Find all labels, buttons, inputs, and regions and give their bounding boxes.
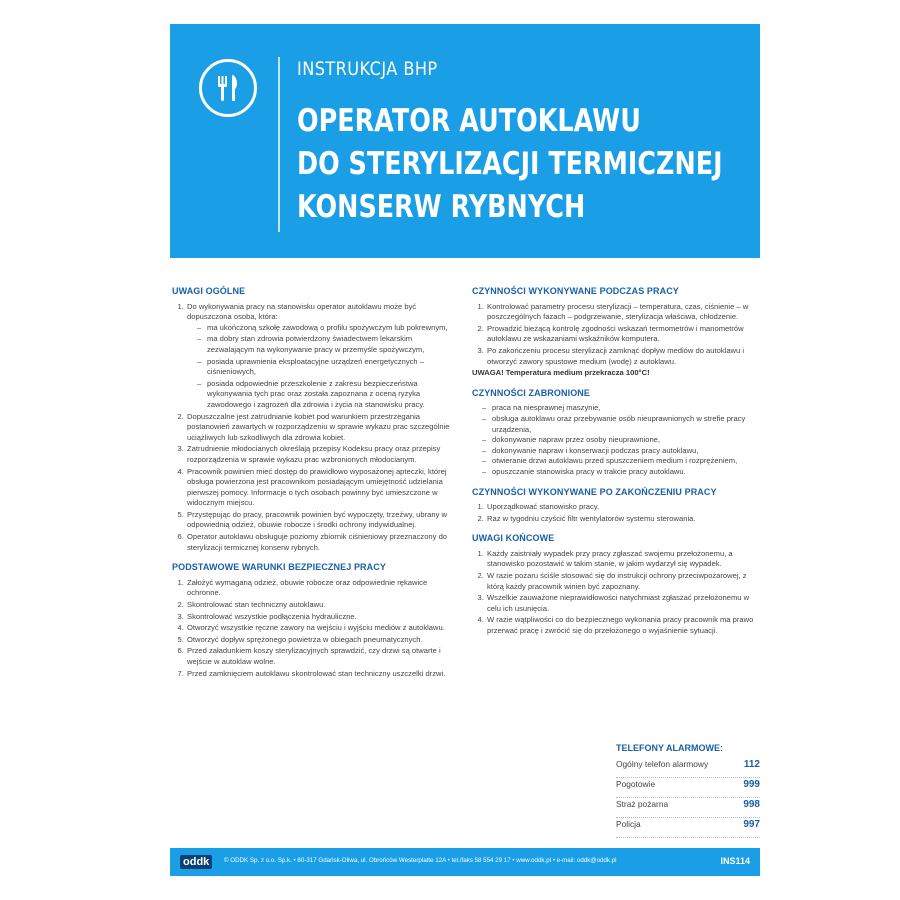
list-item-text: Pracownik powinien mieć dostęp do prawidłowo wyposażonej apteczki, której obsługa powierzona jest pracownikom posiadającym umiejętność udzielania pierwszej pomocy. Informacje o tych osobach powinny być umieszczone w widocznym miejscu. (187, 466, 447, 508)
header-subtitle: INSTRUKCJA BHP (297, 58, 438, 80)
list-item-text: Przystępując do pracy, pracownik powinien być wypoczęty, trzeźwy, ubrany w odpowiednią odzież, obuwie robocze i środki ochrony indywidualnej. (187, 509, 447, 530)
sub-item: – ma ukończoną szkołę zawodową o profilu spożywczym lub pokrewnym, (197, 323, 460, 334)
phone-row (616, 759, 760, 778)
document-code: INS114 (720, 856, 750, 866)
list-item: 2. Raz w tygodniu czyścić filtr wentylatorów systemu sterowania. (486, 514, 762, 525)
list-item (186, 612, 460, 623)
section (472, 533, 762, 636)
numbered-list (472, 502, 762, 524)
phone-row (616, 819, 760, 838)
section (472, 487, 762, 525)
phone-number: 997 (743, 819, 760, 830)
section (472, 286, 762, 379)
section-heading: CZYNNOŚCI WYKONYWANE PO ZAKOŃCZENIU PRACY (472, 486, 717, 497)
list-item (186, 600, 460, 611)
list-item-text: Otworzyć dopływ sprężonego powietrza w obiegach pneumatycznych. (187, 634, 423, 644)
poster (170, 24, 760, 876)
list-item (186, 302, 460, 411)
phones-heading: TELEFONY ALARMOWE: (616, 743, 723, 753)
list-item (186, 412, 460, 444)
list-item-text: Przed zamknięciem autoklawu skontrolować stan techniczny uszczelki drzwi. (187, 668, 446, 678)
list-item: 3. Po zakończeniu procesu sterylizacji zamknąć dopływ mediów do autoklawu i otworzyć zawory spustowe medium (wodę) z autoklawu. (486, 346, 762, 367)
numbered-list (472, 302, 762, 368)
title-line: KONSERW RYBNYCH (297, 189, 586, 225)
numbered-list (172, 578, 460, 679)
fork-knife-icon (199, 59, 257, 117)
footer-bar (170, 848, 760, 876)
phone-number: 998 (743, 799, 760, 810)
section-heading: UWAGI OGÓLNE (172, 286, 246, 296)
list-item (186, 532, 460, 553)
right-column (472, 286, 762, 646)
phone-label: Policja (616, 819, 641, 829)
list-item-text: Skontrolować stan techniczny autoklawu. (187, 600, 326, 610)
list-item (186, 578, 460, 599)
list-item: – opuszczanie stanowiska pracy w trakcie pracy autoklawu. (482, 467, 762, 478)
phone-label: Pogotowie (616, 779, 656, 789)
list-item: – dokonywanie napraw przez osoby nieuprawnione, (482, 435, 762, 446)
section (172, 286, 460, 553)
list-item-text: Do wykonywania pracy na stanowisku operator autoklawu może być dopuszczona osoba, która: (187, 301, 417, 322)
list-item: – praca na niesprawnej maszynie, (482, 403, 762, 414)
left-column (172, 286, 460, 688)
section (472, 388, 762, 478)
section-heading: CZYNNOŚCI ZABRONIONE (472, 387, 591, 398)
header-title (297, 100, 723, 229)
list-item: – otwieranie drzwi autoklawu przed spuszczeniem medium i rozprężeniem, (482, 456, 762, 467)
section-heading: UWAGI KOŃCOWE (472, 533, 555, 544)
sub-item: – posiada odpowiednie przeszkolenie z zakresu bezpieczeństwa wykonywania tych prac oraz została zapoznana z oceną ryzyka zawodowego i zagrożeń dla zdrowia i życia na stanowisku pracy. (197, 379, 460, 411)
section-heading: CZYNNOŚCI WYKONYWANE PODCZAS PRACY (472, 286, 679, 296)
list-item-text: Zatrudnienie młodocianych określają przepisy Kodeksu pracy oraz przepisy rozporządzenia w sprawie wykazu prac wzbronionych młodocianym. (187, 444, 441, 464)
list-item: 2. Prowadzić bieżącą kontrolę zgodności wskazań termometrów i manometrów autoklawu ze wskazaniami wskaźników komputera. (486, 324, 762, 345)
list-item-text: Przed załadunkiem koszy sterylizacyjnych sprawdzić, czy drzwi są otwarte i wejście w autoklaw wolne. (187, 646, 441, 666)
phone-label: Ogólny telefon alarmowy (616, 759, 709, 769)
list-item (186, 467, 460, 509)
phone-number: 999 (743, 779, 760, 790)
section (172, 562, 460, 679)
dash-list (187, 323, 460, 411)
list-item-text: Otworzyć wszystkie ręczne zawory na wejściu i wyjściu mediów z autoklawu. (187, 623, 445, 633)
numbered-list (172, 302, 460, 554)
dash-list (472, 403, 762, 477)
phone-row (616, 779, 760, 798)
list-item (186, 646, 460, 667)
phone-label: Straż pożarna (616, 799, 669, 809)
list-item (186, 669, 460, 680)
list-item: 4. W razie wątpliwości co do bezpiecznego wykonania pracy pracownik ma prawo przerwać pracę i zwrócić się do przełożonego o wyjaśnienie sytuacji. (486, 615, 762, 636)
footer-address: © ODDK Sp. z o.o. Sp.k. • 80-317 Gdańsk-Oliwa, ul. Obrońców Westerplatte 12A • tel./faks 58 554 29 17 • www.oddk.pl • e-mail: oddk@oddk.pl (224, 857, 617, 864)
list-item-text: Operator autoklawu obsługuje poziomy zbiornik ciśnieniowy przeznaczony do sterylizacji termicznej konserw rybnych. (187, 532, 448, 552)
emergency-phones (616, 743, 760, 839)
list-item: – dokonywanie napraw i konserwacji podczas pracy autoklawu, (482, 446, 762, 457)
list-item-text: Założyć wymaganą odzież, obuwie robocze oraz odpowiednie rękawice ochronne. (187, 577, 428, 598)
list-item: 1. Uporządkować stanowisko pracy. (486, 502, 762, 513)
header-banner (170, 24, 760, 258)
phone-row (616, 799, 760, 818)
numbered-list (472, 549, 762, 637)
oddk-logo: oddk (180, 855, 212, 869)
list-item (186, 444, 460, 465)
header-divider (278, 57, 280, 232)
list-item: 1. Kontrolować parametry procesu sterylizacji – temperatura, czas, ciśnienie – w poszczególnych fazach – podgrzewanie, sterylizacja właściwa, chłodzenie. (486, 302, 762, 323)
list-item: 2. W razie pożaru ściśle stosować się do instrukcji ochrony przeciwpożarowej, z którą każdy pracownik winien być zapoznany. (486, 571, 762, 592)
list-item (186, 510, 460, 531)
sub-item: – posiada uprawnienia eksploatacyjne urządzeń energetycznych – ciśnieniowych, (197, 357, 460, 378)
list-item (186, 635, 460, 646)
list-item-text: Dopuszczalne jest zatrudnianie kobiet pod warunkiem przestrzegania postanowień zawartych w rozporządzeniu w sprawie wykazu prac szczególnie uciążliwych lub szkodliwych dla zdrowia kobiet. (187, 411, 450, 442)
section-heading: PODSTAWOWE WARUNKI BEZPIECZNEJ PRACY (172, 562, 386, 573)
list-item: 1. Każdy zaistniały wypadek przy pracy zgłaszać swojemu przełożonemu, a stanowisko pozostawić w takim stanie, w jakim wydarzył się wypadek. (486, 549, 762, 570)
list-item-text: Skontrolować wszystkie podłączenia hydrauliczne. (187, 611, 357, 621)
list-item (186, 623, 460, 634)
title-line: OPERATOR AUTOKLAWU (297, 103, 641, 139)
sub-item: – ma dobry stan zdrowia potwierdzony świadectwem lekarskim zezwalającym na wykonywanie pracy w przemyśle spożywczym, (197, 334, 460, 355)
list-item: 3. Wszelkie zauważone nieprawidłowości natychmiast zgłaszać przełożonemu w celu ich usunięcia. (486, 593, 762, 614)
title-line: DO STERYLIZACJI TERMICZNEJ (297, 146, 723, 182)
phone-number: 112 (743, 759, 760, 770)
list-item: – obsługa autoklawu oraz przebywanie osób nieuprawnionych w strefie pracy urządzenia, (482, 414, 762, 435)
warning-note: UWAGA! Temperatura medium przekracza 100°C! (472, 368, 650, 378)
